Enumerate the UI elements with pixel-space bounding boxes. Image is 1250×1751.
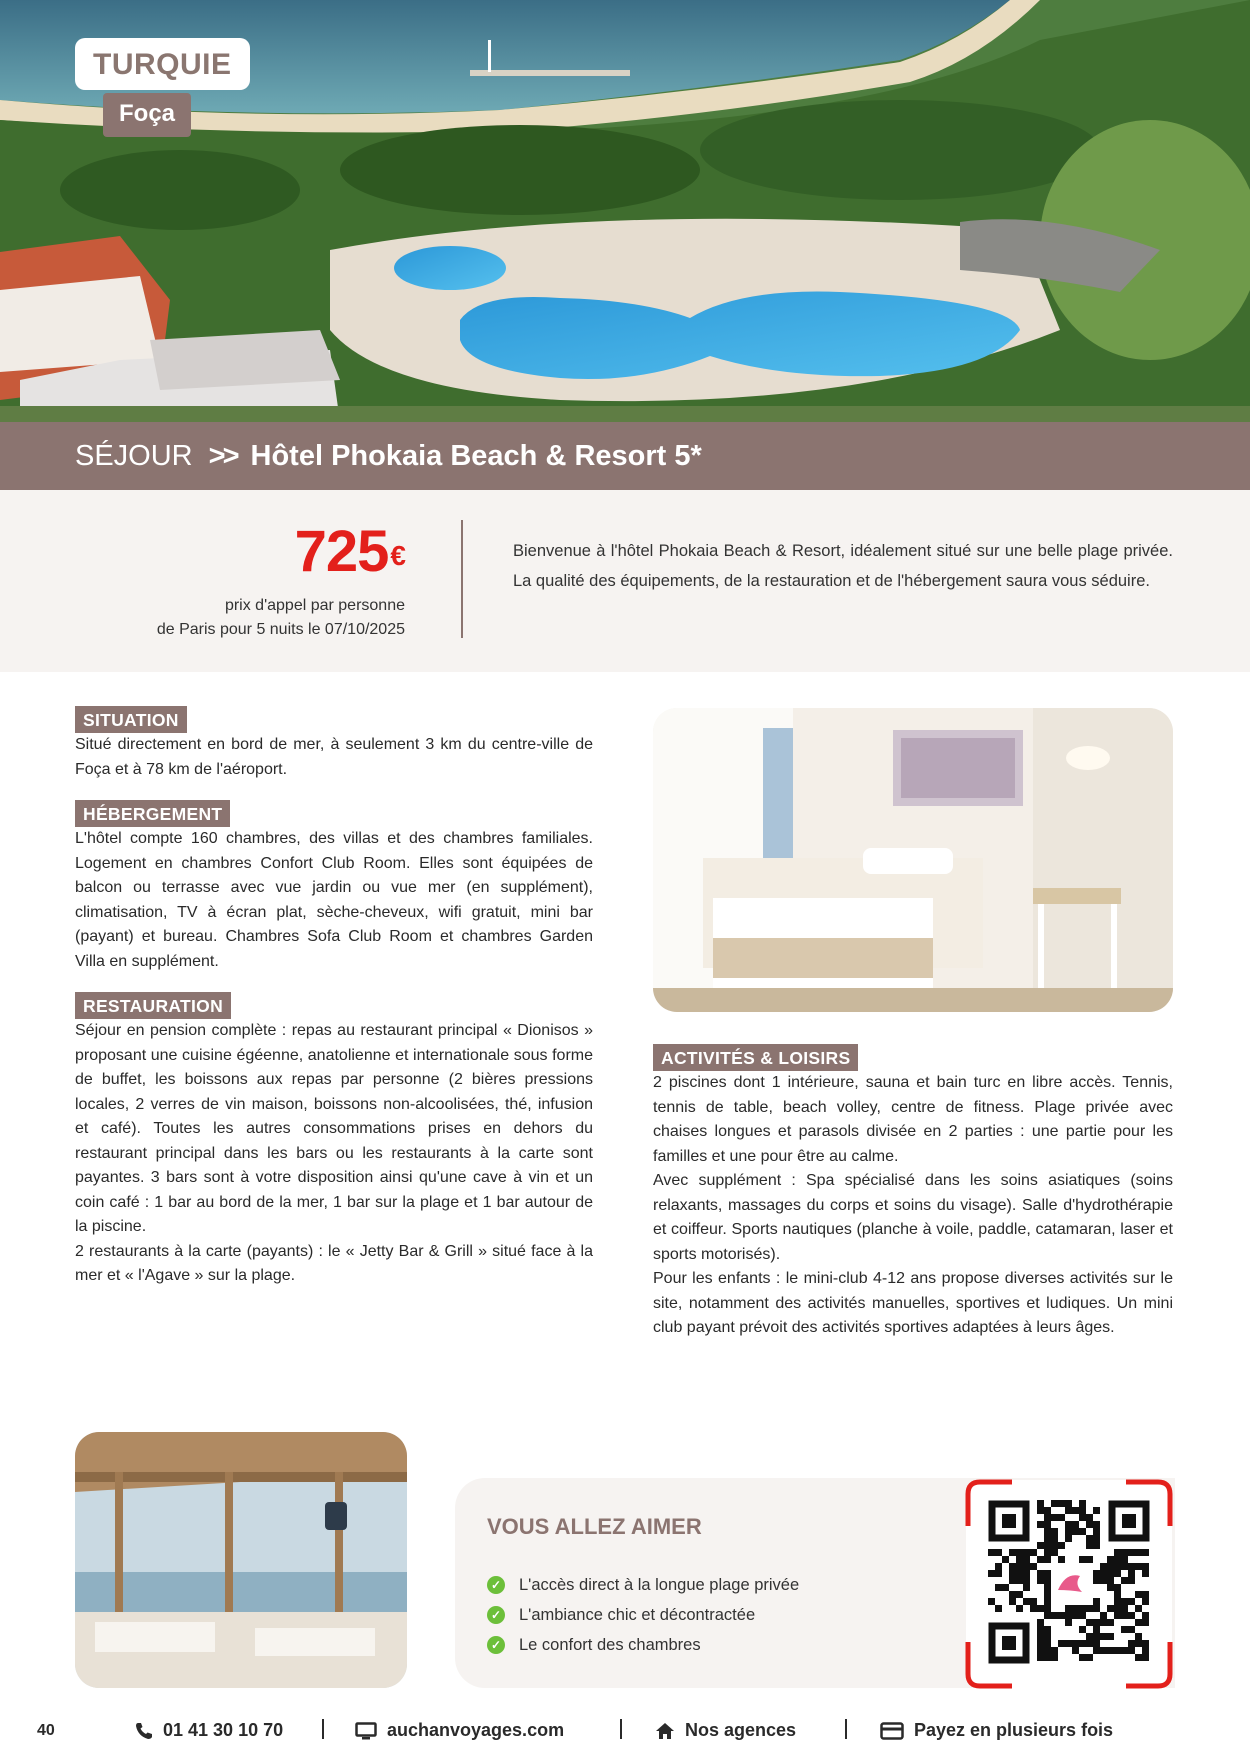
beach-bar-image [75,1432,407,1688]
price-box [80,520,405,642]
payment-link: Payez en plusieurs fois [914,1720,1114,1740]
section-situation [75,706,593,782]
section-hebergement [75,800,593,974]
monitor-icon [355,1722,377,1740]
home-icon [655,1722,675,1740]
left-column [75,706,593,1307]
country-label: TURQUIE [75,38,250,90]
website-link: auchanvoyages.com [387,1720,565,1740]
hero-photo [0,0,1250,422]
list-item [487,1570,799,1600]
price-note-line2: de Paris pour 5 nuits le 07/10/2025 [156,621,405,638]
phone-number: 01 41 30 10 70 [163,1720,284,1740]
footer-phone[interactable] [135,1720,283,1741]
check-circle-icon: ✓ [487,1576,505,1594]
section-paragraph: 2 piscines dont 1 intérieure, sauna et bain turc en libre accès. Tennis, tennis de table, beach volley, centre de fitness. Plage privée avec chaises longues et parasols divisée en 2 parties : une partie pour les familles et une pour être au calme. [653,1074,1173,1165]
page-number: 40 [37,1722,55,1739]
section-paragraph: Séjour en pension complète : repas au restaurant principal « Dionisos » proposant une cuisine égéenne, anatolienne et internationale sous forme de buffet, les boissons aux repas par personne (2 bières pressions locales, 2 verres de vin maison, boissons non-alcoolisées, thé, infusion et café). Toutes les autres consommations prises en dehors du restaurant principal dans les bars ou les restaurants à la carte sont payantes. 3 bars sont à votre disposition ainsi qu'une cave à vin et un coin café : 1 bar au bord de la mer, 1 bar sur la plage et 1 bar autour de la piscine. [75,1022,593,1235]
agencies-link: Nos agences [685,1720,797,1740]
qr-code-icon [962,1476,1176,1692]
footer-divider [845,1719,847,1739]
hotel-name: Hôtel Phokaia Beach & Resort 5* [250,439,702,472]
highlights-list [487,1570,799,1660]
highlight-text: L'ambiance chic et décontractée [519,1605,756,1624]
footer [0,1716,1250,1746]
hotel-title-band [0,422,1250,490]
price-note-line1: prix d'appel par personne [224,597,405,614]
room-photo [653,708,1173,1012]
credit-card-icon [880,1722,904,1740]
city-label: Foça [103,93,191,137]
price-panel [0,490,1250,672]
check-circle-icon: ✓ [487,1606,505,1624]
section-body: L'hôtel compte 160 chambres, des villas et des chambres familiales. Logement en chambres Confort Club Room. Elles sont équipées de balcon ou terrasse avec vue jardin ou vue mer (en supplément), climatisation, TV à écran plat, sèche-cheveux, wifi gratuit, mini bar (payant) et bureau. Chambres Sofa Club Room et chambres Garden Villa en supplément. [75,830,593,970]
section-body: Situé directement en bord de mer, à seulement 3 km du centre-ville de Foça et à 78 km de l'aéroport. [75,736,593,778]
highlight-text: Le confort des chambres [519,1635,701,1654]
section-paragraph: 2 restaurants à la carte (payants) : le « Jetty Bar & Grill » situé face à la mer et « l'Agave » sur la plage. [75,1242,593,1284]
section-paragraph: Avec supplément : Spa spécialisé dans les soins asiatiques (soins relaxants, massages du corps et soins du visage). Salle d'hydrothérapie et coiffeur. Sports nautiques (planche à voile, paddle, catamaran, laser et sports motorisés). [653,1172,1173,1263]
section-title: ACTIVITÉS & LOISIRS [653,1044,858,1071]
section-body [75,1019,593,1289]
section-title: SITUATION [75,706,187,733]
section-body [653,1071,1173,1341]
highlights-title: VOUS ALLEZ AIMER [487,1514,702,1539]
footer-agencies[interactable] [655,1720,796,1741]
qr-code[interactable] [962,1476,1176,1692]
price-note [80,594,405,642]
list-item [487,1630,799,1660]
beach-bar-photo [75,1432,407,1688]
section-title: RESTAURATION [75,992,231,1019]
intro-text: Bienvenue à l'hôtel Phokaia Beach & Resort, idéalement situé sur une belle plage privée. La qualité des équipements, de la restauration et de l'hébergement saura vous séduire. [513,542,1173,590]
price-divider [461,520,463,638]
section-title: HÉBERGEMENT [75,800,230,827]
check-circle-icon: ✓ [487,1636,505,1654]
highlight-text: L'accès direct à la longue plage privée [519,1575,800,1594]
section-activites [653,1044,1173,1341]
footer-payment[interactable] [880,1720,1113,1741]
phone-icon [135,1722,153,1740]
footer-divider [620,1719,622,1739]
category-label: SÉJOUR [75,439,193,472]
price-amount [80,520,405,584]
list-item [487,1600,799,1630]
breadcrumb-separator: >> [208,439,237,472]
price-currency: € [390,540,405,571]
bedroom-image [653,708,1173,1012]
right-column [653,1044,1173,1359]
section-paragraph: Pour les enfants : le mini-club 4-12 ans propose diverses activités sur le site, notamment des activités manuelles, sportives et ludiques. Un mini club payant prévoit des activités sportives adaptées à leurs âges. [653,1270,1173,1336]
price-value: 725 [294,519,389,584]
footer-website[interactable] [355,1720,564,1741]
section-restauration [75,992,593,1289]
footer-divider [322,1719,324,1739]
